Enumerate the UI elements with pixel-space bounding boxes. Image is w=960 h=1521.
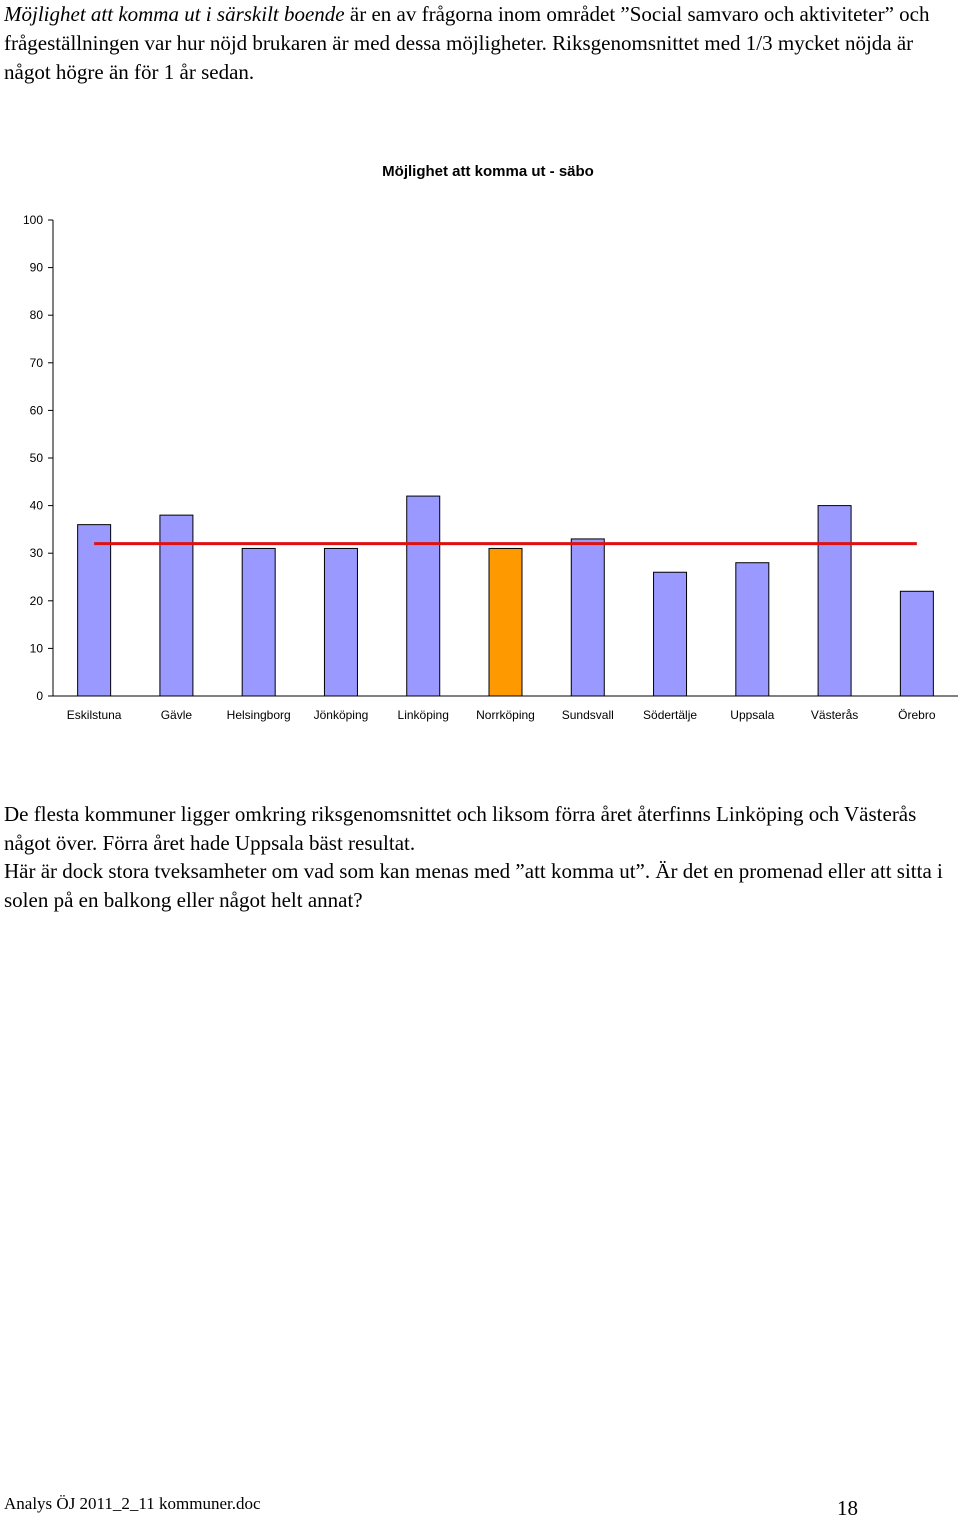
summary-text [4,800,954,914]
bar-norrköping [489,548,522,696]
x-tick-label: Uppsala [730,708,775,722]
chart-title: Möjlighet att komma ut - säbo [382,163,594,180]
x-tick-label: Örebro [898,708,936,722]
y-tick-label: 100 [22,213,43,227]
x-tick-label: Norrköping [476,708,535,722]
intro-text: är en av frågorna inom området ”Social samvaro och aktiviteter” och frågeställningen var hur nöjd brukaren är med dessa möjligheter. Riksgenomsnittet med 1/3 mycket nöjda är något högre än för 1 år sedan. [4,2,930,84]
footer-page-number: 18 [837,1496,858,1520]
bar-sundsvall [571,539,604,696]
y-tick-label: 10 [29,641,43,656]
bars [78,496,934,696]
bar-linköping [407,496,440,696]
y-tick-label: 80 [29,308,43,323]
y-tick-label: 40 [29,498,43,513]
y-tick-label: 90 [29,260,43,275]
y-tick-label: 70 [29,355,43,370]
x-tick-label: Linköping [397,708,449,722]
summary-paragraph-1: De flesta kommuner ligger omkring riksgenomsnittet och liksom förra året återfinns Linköping och Västerås något över. Förra året hade Uppsala bäst resultat. [4,802,917,855]
x-axis-labels [67,708,936,722]
bar-helsingborg [242,548,275,696]
footer-document-name: Analys ÖJ 2011_2_11 kommuner.doc [4,1494,261,1513]
x-tick-label: Sundsvall [561,708,614,722]
bar-eskilstuna [78,525,111,696]
x-tick-label: Eskilstuna [66,708,122,722]
y-tick-label: 20 [29,593,43,608]
bar-jönköping [324,548,357,696]
y-tick-label: 50 [29,451,43,465]
intro-italic: Möjlighet att komma ut i särskilt boende [4,2,345,26]
y-tick-label: 0 [36,689,43,703]
bar-chart [0,140,960,740]
bar-södertälje [654,572,687,696]
x-tick-label: Helsingborg [226,708,291,722]
x-tick-label: Södertälje [643,708,698,722]
x-tick-label: Gävle [160,708,193,722]
y-tick-label: 60 [29,403,43,418]
bar-örebro [900,591,933,696]
intro-paragraph [4,0,954,87]
bar-uppsala [736,563,769,696]
y-tick-label: 30 [29,546,43,561]
x-tick-label: Västerås [810,708,859,722]
x-tick-label: Jönköping [313,708,369,722]
bar-västerås [818,506,851,696]
summary-paragraph-2: Här är dock stora tveksamheter om vad som kan menas med ”att komma ut”. Är det en promenad eller att sitta i solen på en balkong eller något helt annat? [4,859,943,912]
